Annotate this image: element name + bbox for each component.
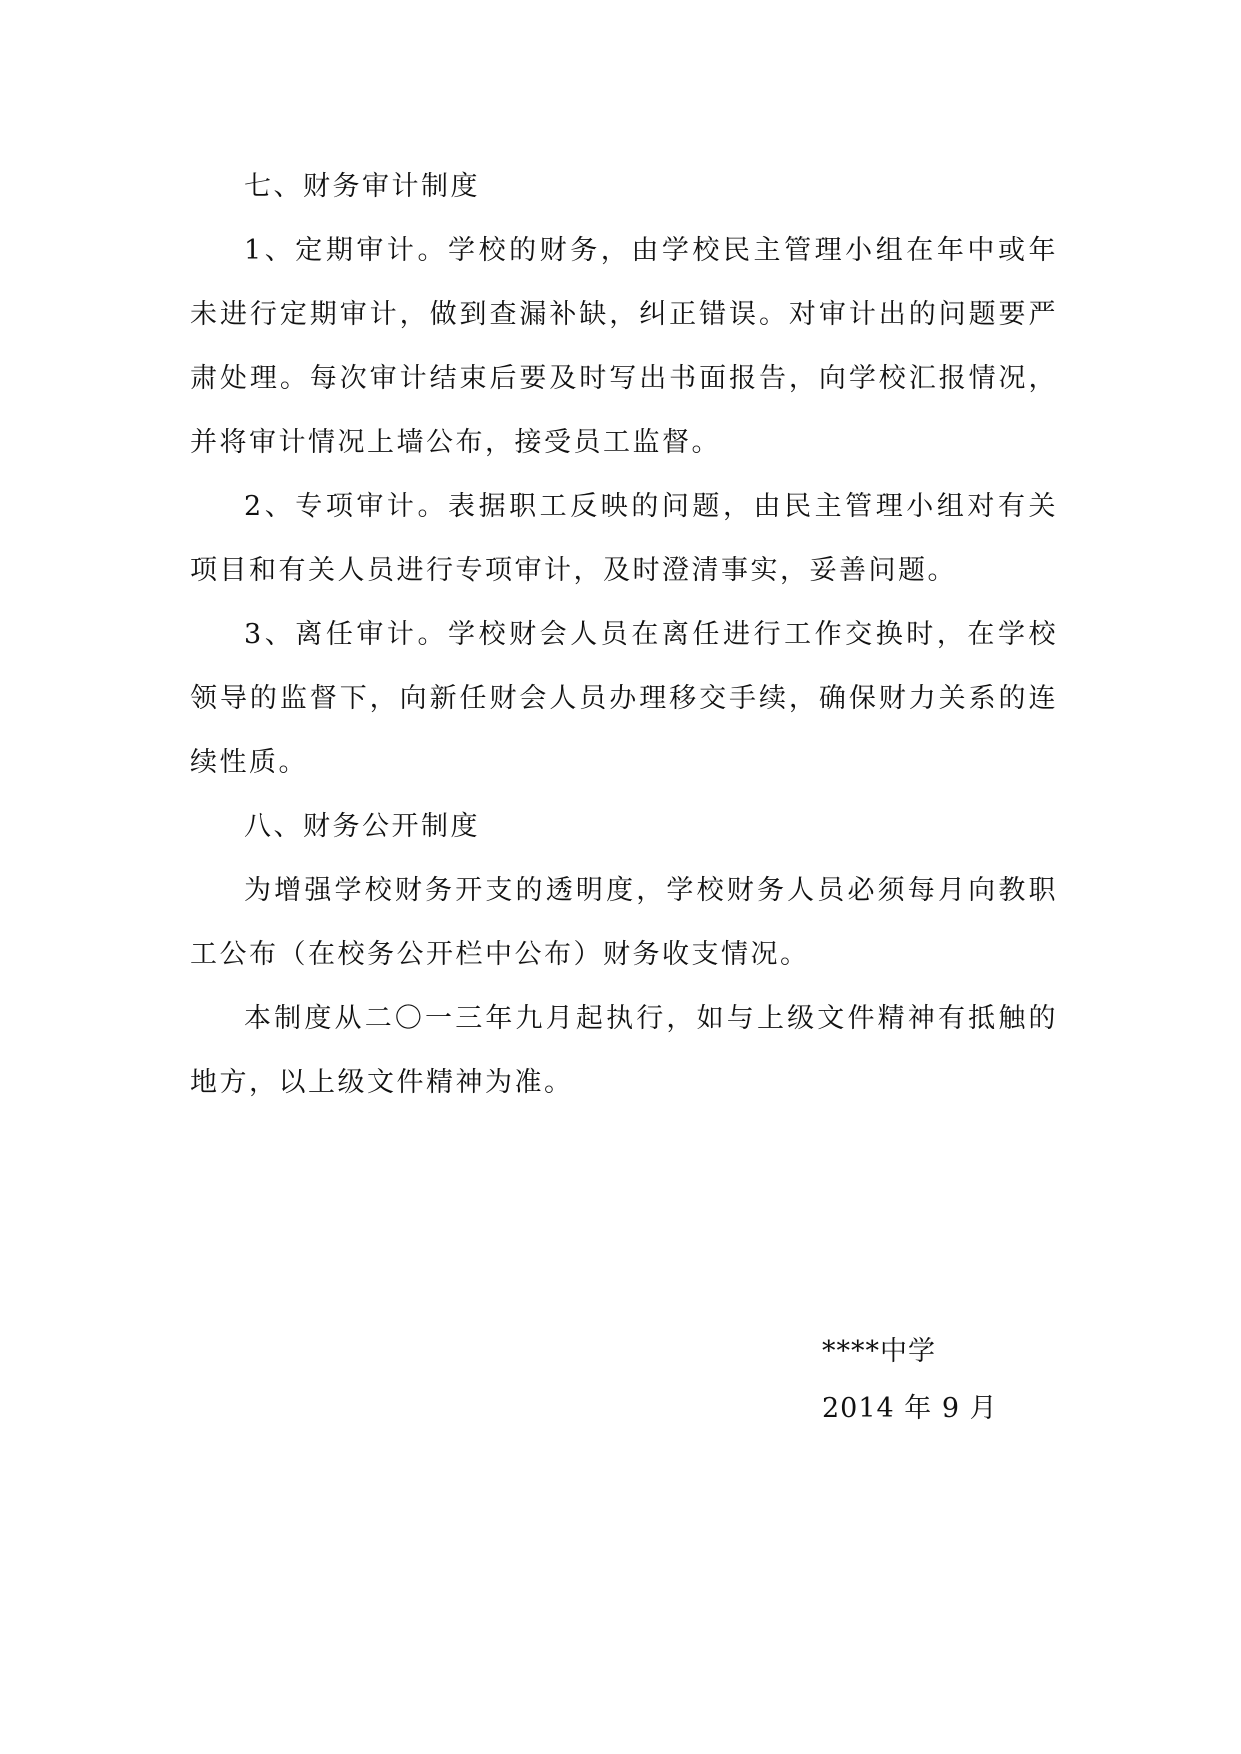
paragraph-special-audit: 2、专项审计。表据职工反映的问题，由民主管理小组对有关项目和有关人员进行专项审计，及时澄清事实，妥善问题。	[190, 491, 1058, 586]
paragraph-regular-audit: 1、定期审计。学校的财务，由学校民主管理小组在年中或年未进行定期审计，做到查漏补缺，纠正错误。对审计出的问题要严肃处理。每次审计结束后要及时写出书面报告，向学校汇报情况，并将审计情况上墙公布，接受员工监督。	[190, 235, 1058, 458]
document-body	[190, 155, 1058, 1115]
section-heading-disclosure: 八、财务公开制度	[244, 811, 480, 842]
paragraph-effective-date: 本制度从二〇一三年九月起执行，如与上级文件精神有抵触的地方，以上级文件精神为准。	[190, 1003, 1058, 1098]
signature-organization: ****中学	[822, 1336, 936, 1367]
paragraph-disclosure: 为增强学校财务开支的透明度，学校财务人员必须每月向教职工公布（在校务公开栏中公布）财务收支情况。	[190, 875, 1058, 970]
paragraph-departure-audit: 3、离任审计。学校财会人员在离任进行工作交换时，在学校领导的监督下，向新任财会人员办理移交手续，确保财力关系的连续性质。	[190, 619, 1058, 778]
section-heading-audit: 七、财务审计制度	[244, 171, 480, 202]
signature-date: 2014 年 9 月	[822, 1393, 998, 1424]
